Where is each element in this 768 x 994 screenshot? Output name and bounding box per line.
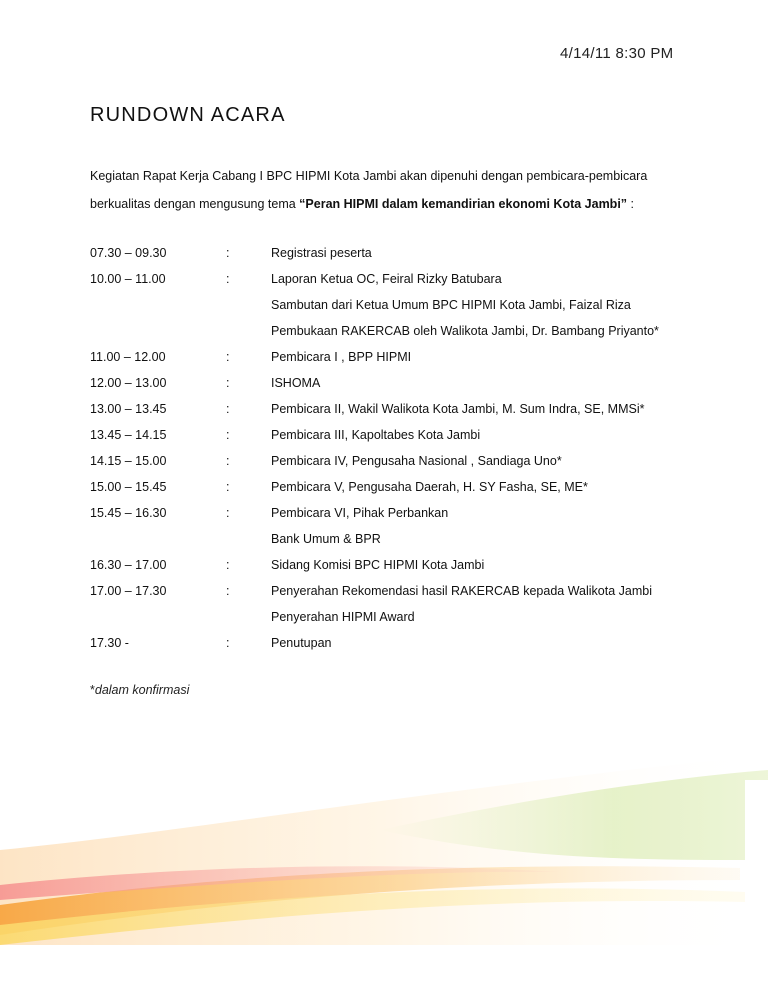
schedule-row (90, 630, 710, 656)
schedule-row (90, 604, 710, 630)
schedule-row (90, 448, 710, 474)
intro-line-1: Kegiatan Rapat Kerja Cabang I BPC HIPMI Kota Jambi akan dipenuhi dengan pembicara-pembicara (90, 169, 648, 183)
schedule-colon: : (226, 506, 230, 520)
intro-line-2-suffix: : (627, 197, 634, 211)
schedule-row (90, 318, 710, 344)
footnote-text: dalam konfirmasi (94, 683, 190, 697)
schedule-colon: : (226, 584, 230, 598)
schedule-colon: : (226, 402, 230, 416)
schedule-time: 14.15 – 15.00 (90, 454, 167, 468)
schedule-row (90, 370, 710, 396)
schedule-row (90, 266, 710, 292)
schedule-colon: : (226, 454, 230, 468)
schedule-colon: : (226, 350, 230, 364)
schedule-time: 13.45 – 14.15 (90, 428, 167, 442)
schedule-desc: Pembicara III, Kapoltabes Kota Jambi (271, 428, 481, 442)
schedule-desc: Sidang Komisi BPC HIPMI Kota Jambi (271, 558, 485, 572)
intro-line-2 (90, 190, 700, 218)
schedule-desc: Pembicara I , BPP HIPMI (271, 350, 412, 364)
schedule-desc: Registrasi peserta (271, 246, 372, 260)
schedule-colon: : (226, 376, 230, 390)
schedule-colon: : (226, 558, 230, 572)
footnote (90, 683, 189, 697)
schedule-row (90, 552, 710, 578)
schedule-desc: Penutupan (271, 636, 332, 650)
schedule-desc: Pembicara V, Pengusaha Daerah, H. SY Fasha, SE, ME* (271, 480, 588, 494)
schedule-row (90, 292, 710, 318)
schedule-colon: : (226, 246, 230, 260)
schedule-time: 12.00 – 13.00 (90, 376, 167, 390)
schedule-time: 11.00 – 12.00 (90, 350, 166, 364)
schedule-row (90, 500, 710, 526)
schedule-row (90, 474, 710, 500)
intro-paragraph (90, 162, 700, 218)
schedule-desc: Pembicara II, Wakil Walikota Kota Jambi, M. Sum Indra, SE, MMSi* (271, 402, 645, 416)
schedule-desc: Laporan Ketua OC, Feiral Rizky Batubara (271, 272, 502, 286)
schedule-colon: : (226, 636, 230, 650)
schedule-row (90, 344, 710, 370)
page-title: RUNDOWN ACARA (90, 104, 286, 126)
intro-theme: “Peran HIPMI dalam kemandirian ekonomi Kota Jambi” (299, 197, 628, 211)
schedule-desc: Pembukaan RAKERCAB oleh Walikota Jambi, Dr. Bambang Priyanto* (271, 324, 659, 338)
schedule-desc: Penyerahan Rekomendasi hasil RAKERCAB kepada Walikota Jambi (271, 584, 652, 598)
schedule-desc: Bank Umum & BPR (271, 532, 381, 546)
schedule-list (90, 240, 710, 656)
schedule-time: 17.00 – 17.30 (90, 584, 167, 598)
schedule-time: 17.30 - (90, 636, 129, 650)
footnote-star: * (90, 683, 95, 697)
schedule-desc: Penyerahan HIPMI Award (271, 610, 415, 624)
schedule-time: 15.00 – 15.45 (90, 480, 167, 494)
schedule-row (90, 396, 710, 422)
schedule-row (90, 578, 710, 604)
schedule-desc: Pembicara VI, Pihak Perbankan (271, 506, 449, 520)
schedule-colon: : (226, 272, 230, 286)
intro-line-2-prefix: berkualitas dengan mengusung tema (90, 197, 300, 211)
schedule-row (90, 526, 710, 552)
schedule-time: 07.30 – 09.30 (90, 246, 167, 260)
schedule-colon: : (226, 480, 230, 494)
schedule-desc: ISHOMA (271, 376, 321, 390)
schedule-colon: : (226, 428, 230, 442)
schedule-row (90, 422, 710, 448)
print-timestamp: 4/14/11 8:30 PM (560, 45, 674, 62)
schedule-time: 15.45 – 16.30 (90, 506, 167, 520)
schedule-row (90, 240, 710, 266)
schedule-time: 16.30 – 17.00 (90, 558, 167, 572)
schedule-desc: Pembicara IV, Pengusaha Nasional , Sandiaga Uno* (271, 454, 562, 468)
schedule-time: 13.00 – 13.45 (90, 402, 167, 416)
schedule-desc: Sambutan dari Ketua Umum BPC HIPMI Kota Jambi, Faizal Riza (271, 298, 631, 312)
schedule-time: 10.00 – 11.00 (90, 272, 166, 286)
